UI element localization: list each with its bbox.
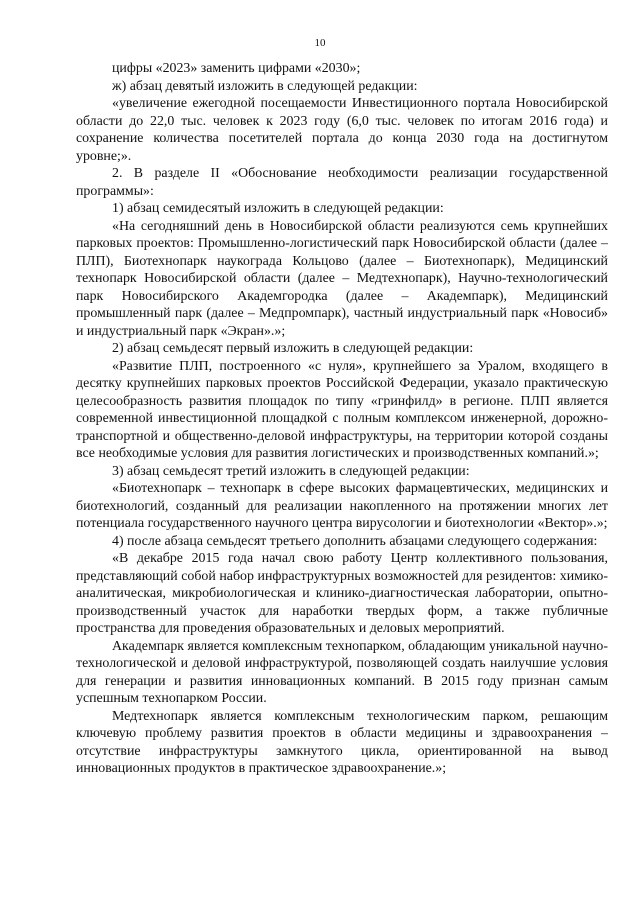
- page-number: 10: [314, 37, 326, 49]
- paragraph: «В декабре 2015 года начал свою работу Центр коллективного пользования, представляющий собой набор инфраструктурных возможностей для резидентов: химико-аналитическая, микробиологическая и клинико-диагностическая лаборатории, опытно-производственный участок для наработки твердых форм, а также публичные пространства для проведения образовательных и деловых мероприятий.: [76, 551, 608, 636]
- document-body: [76, 60, 608, 778]
- paragraph: 2) абзац семьдесят первый изложить в следующей редакции:: [112, 341, 474, 356]
- paragraph: Академпарк является комплексным технопарком, обладающим уникальной научно-технологической и деловой инфраструктурой, позволяющей создать наилучшие условия для генерации и развития инновационных компаний. В 2015 году признан самым успешным технопарком России.: [76, 638, 608, 706]
- paragraph: 2. В разделе II «Обоснование необходимости реализации государственной программы»:: [76, 166, 608, 199]
- paragraph: «увеличение ежегодной посещаемости Инвестиционного портала Новосибирской области до 22,0 тыс. человек к 2023 году (6,0 тыс. человек по итогам 2016 года) и сохранение количества посетителей портала до конца 2030 года на достигнутом уровне;».: [76, 96, 608, 164]
- paragraph: «На сегодняшний день в Новосибирской области реализуются семь крупнейших парковых проектов: Промышленно-логистический парк Новосибирской области (далее – ПЛП), Биотехнопарк наукограда Кольцово (далее – Биотехнопарк), Медицинский технопарк Новосибирской области (далее – Медтехнопарк), Научно-технологический парк Новосибирского Академгородка (далее – Академпарк), Медицинский промышленный парк (далее – Медпромпарк), частный индустриальный парк «Новосиб» и индустриальный парк «Экран».»;: [76, 218, 608, 339]
- paragraph: ж) абзац девятый изложить в следующей редакции:: [112, 78, 418, 94]
- paragraph: 1) абзац семидесятый изложить в следующей редакции:: [112, 201, 444, 216]
- paragraph: «Биотехнопарк – технопарк в сфере высоких фармацевтических, медицинских и биотехнологий, созданный для реализации накопленного на протяжении многих лет потенциала государственного научного центра вирусологии и биотехнологии «Вектор».»;: [76, 481, 608, 531]
- paragraph: цифры «2023» заменить цифрами «2030»;: [112, 61, 361, 76]
- paragraph: «Развитие ПЛП, построенного «с нуля», крупнейшего за Уралом, входящего в десятку крупнейших парковых проектов Российской Федерации, указало практическую целесообразность развития площадок по типу «гринфилд» в регионе. ПЛП является современной инвестиционной площадкой с полным комплексом инженерной, дорожно-транспортной и общественно-деловой инфраструктуры, на территории которой созданы все необходимые условия для развития логистических и производственных компаний.»;: [76, 358, 608, 461]
- paragraph: Медтехнопарк является комплексным технологическим парком, решающим ключевую проблему развития проектов в области медицины и здравоохранения – отсутствие инфраструктуры замкнутого цикла, ориентированной на вывод инновационных продуктов в практическое здравоохранение.»;: [76, 708, 608, 776]
- paragraph: 3) абзац семьдесят третий изложить в следующей редакции:: [112, 463, 470, 479]
- paragraph: 4) после абзаца семьдесят третьего дополнить абзацами следующего содержания:: [112, 533, 598, 549]
